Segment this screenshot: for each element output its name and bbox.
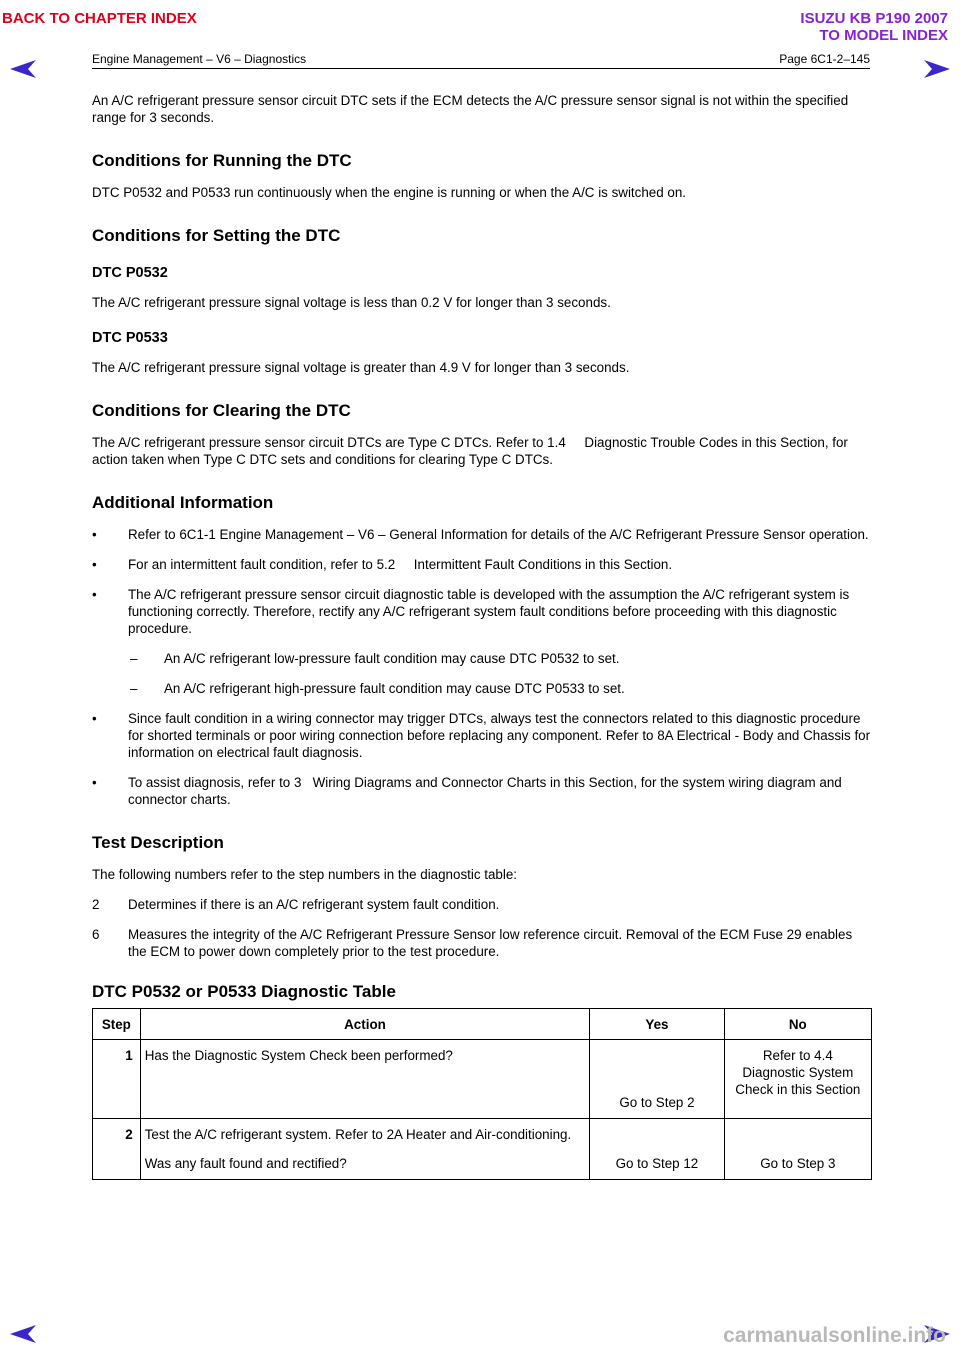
model-title-block	[800, 10, 948, 44]
header-step: Step	[93, 1009, 141, 1040]
diagnostic-table	[92, 1008, 872, 1180]
sub-list-item-text: An A/C refrigerant low-pressure fault condition may cause DTC P0532 to set.	[164, 651, 620, 666]
sub-list-item	[92, 680, 872, 697]
p0532-text: The A/C refrigerant pressure signal voltage is less than 0.2 V for longer than 3 seconds.	[92, 295, 611, 310]
test-item-text: Measures the integrity of the A/C Refrigerant Pressure Sensor low reference circuit. Removal of the ECM Fuse 29 enables the ECM to power down completely prior to the test procedure.	[128, 927, 853, 959]
header-action: Action	[140, 1009, 589, 1040]
list-item-text: To assist diagnosis, refer to 3 Wiring Diagrams and Connector Charts in this Section, for the system wiring diagram and connector charts.	[128, 775, 846, 807]
page-header	[92, 52, 870, 69]
test-item-number: 6	[92, 927, 100, 942]
clearing-text: The A/C refrigerant pressure sensor circuit DTCs are Type C DTCs. Refer to 1.4 Diagnostic Trouble Codes in this Section, for action taken when Type C DTC sets and conditions for clearing Type C DTCs.	[92, 435, 852, 467]
watermark: carmanualsonline.info	[723, 1324, 946, 1347]
bullet-icon: •	[92, 775, 97, 790]
list-item-text: The A/C refrigerant pressure sensor circuit diagnostic table is developed with the assumption the A/C refrigerant system is functioning correctly. Therefore, rectify any A/C refrigerant system fault conditions before proceeding with this diagnostic procedure.	[128, 587, 850, 636]
step-number: 1	[93, 1040, 141, 1119]
bullet-icon: •	[92, 527, 97, 542]
dash-icon: –	[130, 651, 138, 666]
list-item	[92, 526, 872, 543]
model-title: ISUZU KB P190 2007	[800, 10, 948, 27]
previous-page-arrow-bottom-icon[interactable]	[8, 1323, 38, 1345]
bullet-icon: •	[92, 711, 97, 726]
step-no: Go to Step 3	[724, 1119, 871, 1180]
previous-page-arrow-icon[interactable]	[8, 58, 38, 80]
test-item	[92, 926, 872, 960]
next-page-arrow-icon[interactable]	[922, 58, 952, 80]
p0532-heading: DTC P0532	[92, 265, 168, 281]
list-item-text: Since fault condition in a wiring connector may trigger DTCs, always test the connectors related to this diagnostic procedure for shorted terminals or poor wiring connection before replacing any component. Refer to 8A Electrical - Body and Chassis for information on electrical fault diagnosis.	[128, 711, 871, 760]
step-action	[140, 1119, 589, 1180]
running-text: DTC P0532 and P0533 run continuously when the engine is running or when the A/C is switched on.	[92, 185, 687, 200]
step-yes: Go to Step 12	[590, 1119, 724, 1180]
diagnostic-table-heading: DTC P0532 or P0533 Diagnostic Table	[92, 982, 396, 1001]
step-number: 2	[93, 1119, 141, 1180]
step-action	[140, 1040, 589, 1119]
back-to-chapter-index-link[interactable]: BACK TO CHAPTER INDEX	[2, 10, 197, 27]
clearing-heading: Conditions for Clearing the DTC	[92, 401, 351, 420]
running-heading: Conditions for Running the DTC	[92, 151, 352, 170]
p0533-heading: DTC P0533	[92, 330, 168, 346]
step-yes: Go to Step 2	[590, 1040, 724, 1119]
step-action-text: Test the A/C refrigerant system. Refer to 2A Heater and Air-conditioning.	[144, 1127, 572, 1142]
header-section-title: Engine Management – V6 – Diagnostics	[92, 52, 307, 66]
list-item-text: Refer to 6C1-1 Engine Management – V6 – General Information for details of the A/C Refrigerant Pressure Sensor operation.	[128, 527, 869, 542]
header-no: No	[724, 1009, 871, 1040]
header-yes: Yes	[590, 1009, 724, 1040]
table-row	[93, 1119, 872, 1180]
sub-list-item-text: An A/C refrigerant high-pressure fault condition may cause DTC P0533 to set.	[164, 681, 625, 696]
test-item-number: 2	[92, 897, 100, 912]
page-content	[92, 92, 872, 1180]
header-page-number: Page 6C1-2–145	[779, 52, 870, 66]
table-row	[93, 1040, 872, 1119]
step-action-text: Has the Diagnostic System Check been performed?	[144, 1048, 453, 1063]
p0533-text: The A/C refrigerant pressure signal voltage is greater than 4.9 V for longer than 3 seconds.	[92, 360, 630, 375]
additional-heading: Additional Information	[92, 493, 274, 512]
setting-heading: Conditions for Setting the DTC	[92, 226, 341, 245]
test-description-heading: Test Description	[92, 833, 224, 852]
table-header-row	[93, 1009, 872, 1040]
sub-list-item	[92, 650, 872, 667]
test-item	[92, 896, 872, 913]
list-item	[92, 556, 872, 573]
list-item	[92, 774, 872, 808]
list-item	[92, 710, 872, 761]
intro-paragraph: An A/C refrigerant pressure sensor circuit DTC sets if the ECM detects the A/C pressure sensor signal is not within the specified range for 3 seconds.	[92, 93, 849, 125]
step-action-question: Was any fault found and rectified?	[144, 1156, 347, 1171]
list-item	[92, 586, 872, 637]
dash-icon: –	[130, 681, 138, 696]
step-no: Refer to 4.4 Diagnostic System Check in this Section	[724, 1040, 871, 1119]
bullet-icon: •	[92, 557, 97, 572]
test-intro: The following numbers refer to the step numbers in the diagnostic table:	[92, 867, 518, 882]
model-index-link[interactable]: TO MODEL INDEX	[819, 27, 948, 44]
bullet-icon: •	[92, 587, 97, 602]
list-item-text: For an intermittent fault condition, refer to 5.2 Intermittent Fault Conditions in this Section.	[128, 557, 673, 572]
test-item-text: Determines if there is an A/C refrigerant system fault condition.	[128, 897, 500, 912]
